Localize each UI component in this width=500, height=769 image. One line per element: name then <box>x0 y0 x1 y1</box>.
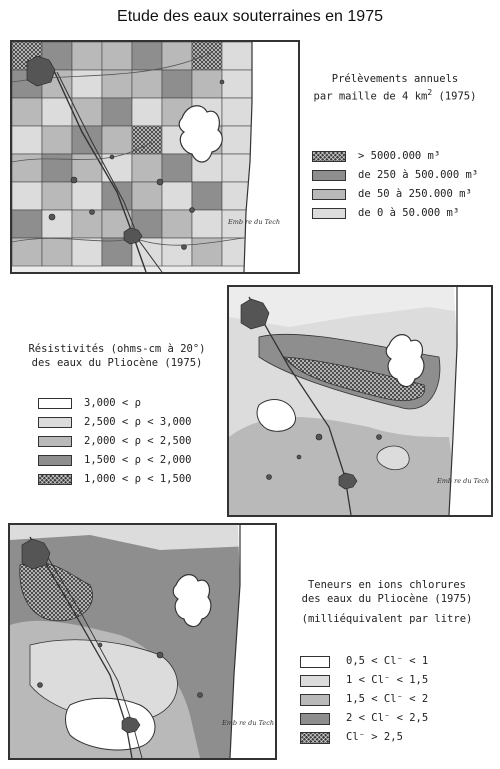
grid-cell <box>162 154 192 182</box>
legend-label: 1,500 < ρ < 2,000 <box>84 454 192 466</box>
grid-cell <box>192 42 222 70</box>
grid-cell <box>42 210 72 238</box>
legend-swatch <box>300 732 330 744</box>
grid-cell <box>12 126 42 154</box>
legend-swatch <box>312 208 346 219</box>
grid-cell <box>222 70 252 98</box>
grid-cell <box>132 182 162 210</box>
legend-swatch <box>300 694 330 706</box>
legend-label: 2 < Cl⁻ < 2,5 <box>346 712 429 724</box>
chloride-map <box>8 523 277 760</box>
map2-legend-title-line2: des eaux du Pliocène (1975) <box>31 357 203 369</box>
legend-label: de 0 à 50.000 m³ <box>358 207 460 219</box>
map1-legend-title <box>300 72 490 104</box>
grid-cell <box>42 98 72 126</box>
map3-legend-title <box>282 578 492 626</box>
legend-label: 1 < Cl⁻ < 1,5 <box>346 674 429 686</box>
legend-label: 1,000 < ρ < 1,500 <box>84 473 192 485</box>
legend-label: 2,000 < ρ < 2,500 <box>84 435 192 447</box>
legend-swatch <box>38 455 72 466</box>
grid-cell <box>192 210 222 238</box>
grid-cell <box>162 70 192 98</box>
map1-legend-title-line2: par maille de 4 $km^2$ (1975) <box>313 88 477 103</box>
withdrawals-map-canvas <box>12 42 298 272</box>
grid-cell <box>42 126 72 154</box>
grid-cell <box>162 210 192 238</box>
grid-cell <box>42 154 72 182</box>
map2-legend-title <box>12 342 222 370</box>
legend-swatch <box>312 170 346 181</box>
grid-cell <box>222 42 252 70</box>
legend-swatch <box>38 436 72 447</box>
legend-label: 1,5 < Cl⁻ < 2 <box>346 693 429 705</box>
legend-label: > 5000.000 m³ <box>358 150 441 162</box>
grid-cell <box>222 126 252 154</box>
map3-legend-title-line3: (milliéquivalent par litre) <box>301 613 473 625</box>
map3-legend-title-line2: des eaux du Pliocène (1975) <box>301 593 473 605</box>
map3-legend-title-line1: Teneurs en ions chlorures <box>307 579 467 591</box>
legend-label: 3,000 < ρ <box>84 397 141 409</box>
grid-cell <box>102 126 132 154</box>
grid-cell <box>42 182 72 210</box>
grid-cell <box>162 42 192 70</box>
legend-label: de 250 à 500.000 m³ <box>358 169 479 181</box>
resistivity-map <box>227 285 493 517</box>
legend-swatch <box>300 656 330 668</box>
grid-cell <box>72 210 102 238</box>
map2-legend-title-line1: Résistivités (ohms-cm à 20°) <box>28 343 206 355</box>
place-label: Emb re du Tech <box>437 477 490 485</box>
grid-cell <box>72 182 102 210</box>
grid-cell <box>162 238 192 266</box>
legend-swatch <box>312 189 346 200</box>
grid-cell <box>102 182 132 210</box>
legend-swatch <box>300 675 330 687</box>
grid-cell <box>192 182 222 210</box>
grid-cell <box>12 154 42 182</box>
page-title: Etude des eaux souterraines en 1975 <box>117 8 383 25</box>
grid-cell <box>192 238 222 266</box>
grid-cell <box>222 98 252 126</box>
place-label: Emb re du Tech <box>222 719 275 727</box>
grid-cell <box>102 42 132 70</box>
grid-cell <box>12 210 42 238</box>
grid-cell <box>72 42 102 70</box>
grid-cell <box>132 98 162 126</box>
grid-cell <box>132 154 162 182</box>
grid-cell <box>192 70 222 98</box>
legend-swatch <box>38 398 72 409</box>
grid-cell <box>42 238 72 266</box>
legend-label: 2,500 < ρ < 3,000 <box>84 416 192 428</box>
grid-cell <box>132 42 162 70</box>
withdrawals-map <box>10 40 300 274</box>
grid-cell <box>102 98 132 126</box>
legend-label: Cl⁻ > 2,5 <box>346 731 403 743</box>
grid-cell <box>12 238 42 266</box>
grid-cell <box>12 182 42 210</box>
grid-cell <box>12 98 42 126</box>
legend-label: de 50 à 250.000 m³ <box>358 188 472 200</box>
place-label: Emb re du Tech <box>228 218 281 226</box>
legend-swatch <box>300 713 330 725</box>
legend-swatch <box>312 151 346 162</box>
grid-cell <box>72 238 102 266</box>
legend-swatch <box>38 417 72 428</box>
legend-swatch <box>38 474 72 485</box>
grid-cell <box>162 182 192 210</box>
legend-label: 0,5 < Cl⁻ < 1 <box>346 655 429 667</box>
grid-cell <box>222 154 252 182</box>
map1-legend-title-line1: Prélèvements annuels <box>331 73 459 85</box>
grid-cell <box>132 70 162 98</box>
grid-cell <box>72 70 102 98</box>
